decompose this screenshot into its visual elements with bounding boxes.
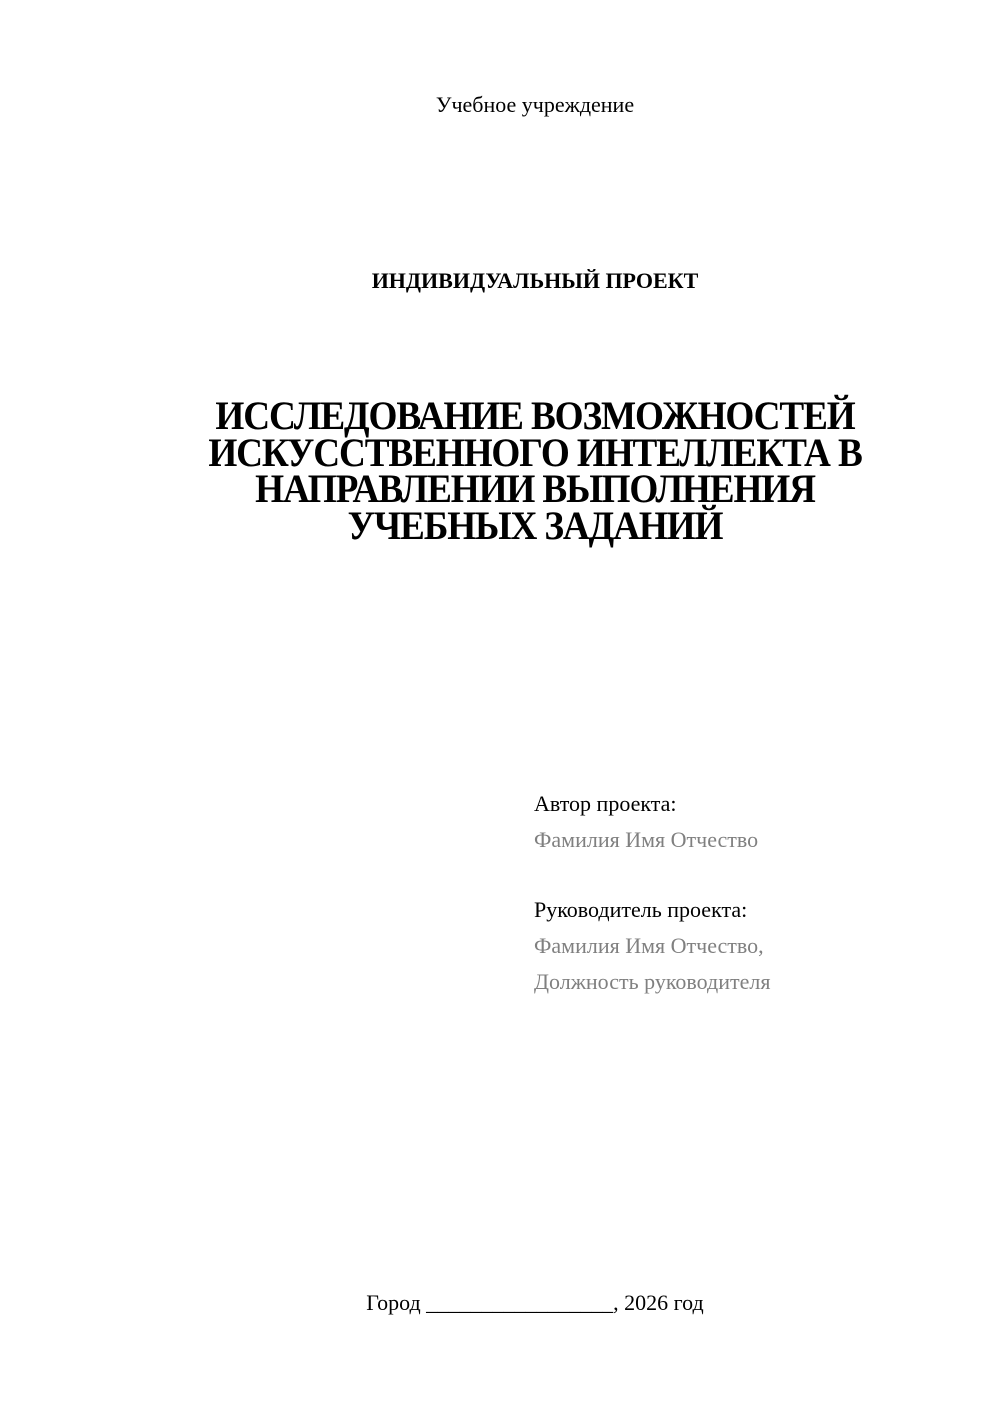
supervisor-position: Должность руководителя — [534, 969, 771, 994]
title-line: ИСКУССТВЕННОГО ИНТЕЛЛЕКТА В — [208, 429, 862, 475]
year: , 2026 год — [613, 1290, 704, 1315]
author-label: Автор проекта: — [534, 791, 677, 816]
supervisor-label: Руководитель проекта: — [534, 897, 748, 922]
institution: Учебное учреждение — [435, 92, 635, 117]
title-line: НАПРАВЛЕНИИ ВЫПОЛНЕНИЯ — [255, 466, 815, 511]
footer-city-year — [135, 1290, 935, 1316]
supervisor-block — [534, 892, 770, 1000]
title-line: УЧЕБНЫХ ЗАДАНИЙ — [347, 502, 723, 548]
author-block — [534, 786, 758, 858]
city-blank: _________________ — [426, 1290, 614, 1315]
supervisor-name: Фамилия Имя Отчество, — [534, 933, 764, 958]
project-title — [135, 393, 935, 548]
document-type: ИНДИВИДУАЛЬНЫЙ ПРОЕКТ — [371, 268, 699, 293]
author-name: Фамилия Имя Отчество — [534, 827, 759, 852]
title-line: ИССЛЕДОВАНИЕ ВОЗМОЖНОСТЕЙ — [215, 393, 855, 438]
city-label: Город — [366, 1290, 421, 1315]
